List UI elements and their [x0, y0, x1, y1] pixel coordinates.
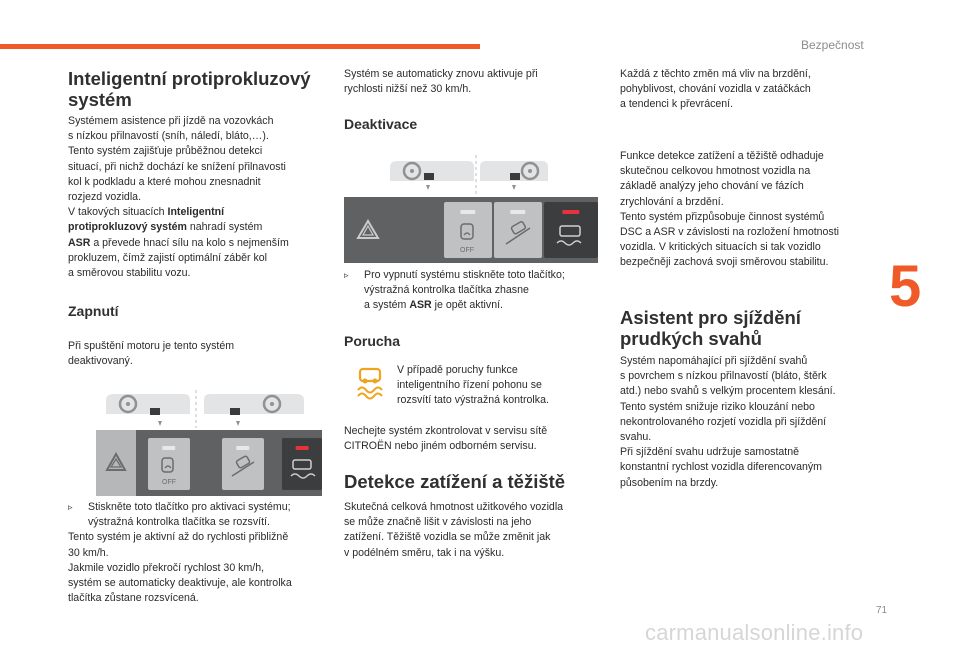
hazard-switch[interactable] — [96, 430, 136, 496]
column-3-p1: Každá z těchto změn má vliv na brzdění, pohyblivost, chování vozidla v zatáčkách a tendenci k převrácení. — [620, 68, 811, 111]
section-header: Bezpečnost — [801, 38, 864, 52]
traction-intro — [68, 114, 330, 281]
intro2-line: a směrovou stabilitu vozu. — [68, 267, 191, 280]
column-3-p3: Systém napomáhající při sjíždění svahů s povrchem s nízkou přilnavostí (bláto, štěrk atd.) nebo svahů s velkým procentem klesání. Tento systém snižuje riziko klouzání nebo nekontrolovaného rozjetí vozidla při sjíždění svahu. Při sjíždění svahu udržuje samostatně konstantní rychlost vozidla diferencovaným působením na brzdy. — [620, 355, 836, 489]
instrument-figure-2 — [372, 155, 598, 195]
column-2-top: Systém se automaticky znovu aktivuje při rychlosti nižší než 30 km/h. — [344, 68, 538, 96]
svg-text:OFF: OFF — [460, 247, 474, 254]
intro-line: Tento systém zajišťuje průběžnou detekci — [68, 145, 263, 158]
detekce-section — [344, 471, 604, 492]
esc-off-button[interactable] — [444, 202, 492, 258]
asistent-section — [620, 307, 882, 349]
page-number: 71 — [876, 605, 888, 616]
zapnuti-text: Při spuštění motoru je tento systém deaktivovaný. — [68, 340, 235, 368]
deaktivace-bullet: ▹ Pro vypnutí systému stiskněte toto tlačítko; výstražná kontrolka tlačítka zhasne a systém ASR je opět aktivní. — [344, 269, 565, 312]
porucha-text: V případě poruchy funkce inteligentního řízení pohonu se rozsvítí tato výstražná kontrolka. — [397, 364, 549, 407]
column-1 — [68, 68, 330, 110]
hill-descent-icon — [494, 202, 542, 258]
intelligent-traction-button[interactable] — [544, 202, 598, 258]
intelligent-traction-icon — [544, 202, 598, 258]
esc-off-button[interactable] — [148, 438, 190, 490]
section-title-detekce: Detekce zatížení a těžiště — [344, 471, 566, 492]
intro-line: s nízkou přilnavostí (sníh, náledí, bláto,…). — [68, 130, 269, 143]
hazard-triangle-icon — [96, 430, 136, 496]
hill-descent-button[interactable] — [222, 438, 264, 490]
column-3-p2: Funkce detekce zatížení a těžiště odhaduje skutečnou celkovou hmotnost vozidla na základě analýzy jeho chování ve fázích zrychlování a brzdění. Tento systém přizpůsobuje činnost systémů DSC a ASR v závislosti na rozložení hmotnosti vozidla. V kritických situacích si tak vozidlo bezpečněji zachová svoji směrovou stabilitu. — [620, 150, 840, 269]
hill-descent-button[interactable] — [494, 202, 542, 258]
intro2-line: V takových situacích Inteligentní — [68, 206, 225, 219]
intelligent-traction-icon — [282, 438, 322, 490]
svg-text:OFF: OFF — [162, 479, 176, 486]
detekce-text: Skutečná celková hmotnost užitkového vozidla se může značně lišit v závislosti na jeho zatížení. Těžiště vozidla se může změnit jak v podélném směru, tak i na výšku. — [344, 501, 564, 559]
hazard-switch[interactable] — [344, 197, 392, 263]
switch-panel-2 — [344, 197, 598, 263]
instrument-gauges-1 — [96, 388, 322, 428]
instrument-gauges-2 — [372, 155, 598, 195]
esc-off-icon — [148, 438, 190, 490]
porucha-section — [344, 334, 604, 349]
porucha-check: Nechejte systém zkontrolovat v servisu sítě CITROËN nebo jiném odborném servisu. — [344, 425, 548, 453]
zapnuti-bullet: ▹ Stiskněte toto tlačítko pro aktivaci systému; výstražná kontrolka tlačítka se rozsvítí. Tento systém je aktivní až do rychlosti přibližně 30 km/h. Jakmile vozidlo překročí rychlost 30 km/h, systém se automaticky deaktivuje, ale kontrolka tlačítka zůstane rozsvícená. — [68, 501, 292, 605]
watermark: carmanualsonline.info — [645, 620, 864, 645]
intro2-line: protiprokluzový systém nahradí systém — [68, 221, 263, 234]
hazard-triangle-icon — [344, 197, 392, 263]
accent-bar — [0, 44, 480, 49]
section-title-asistent: Asistent pro sjíždění prudkých svahů — [620, 307, 801, 349]
traction-warning-icon — [354, 364, 386, 400]
bullet-marker-icon: ▹ — [344, 270, 349, 280]
bullet-marker-icon: ▹ — [68, 502, 73, 512]
zapnuti-section — [68, 304, 330, 319]
hill-descent-icon — [222, 438, 264, 490]
switch-panel-1 — [96, 430, 322, 496]
section-title-porucha: Porucha — [344, 333, 401, 349]
chapter-number: 5 — [889, 254, 922, 319]
instrument-figure-1 — [96, 388, 322, 428]
intro-line: Systémem asistence při jízdě na vozovkách — [68, 115, 274, 127]
intro-line: situací, při nichž dochází ke snížení přilnavosti — [68, 160, 286, 173]
intro-line: rozjezd vozidla. — [68, 191, 142, 204]
section-title-traction: Inteligentní protiprokluzový systém — [68, 68, 311, 110]
intro-line: kol k podkladu a které mohou znesnadnit — [68, 175, 261, 188]
intro2-line: ASR a převede hnací sílu na kolo s nejmenším — [68, 236, 289, 249]
intro2-line: prokluzem, čímž zajistí optimální záběr kol — [68, 251, 267, 264]
deaktivace-section — [344, 117, 604, 132]
esc-off-icon — [444, 202, 492, 258]
section-title-zapnuti: Zapnutí — [68, 303, 119, 319]
intelligent-traction-button[interactable] — [282, 438, 322, 490]
section-title-deaktivace: Deaktivace — [344, 116, 418, 132]
